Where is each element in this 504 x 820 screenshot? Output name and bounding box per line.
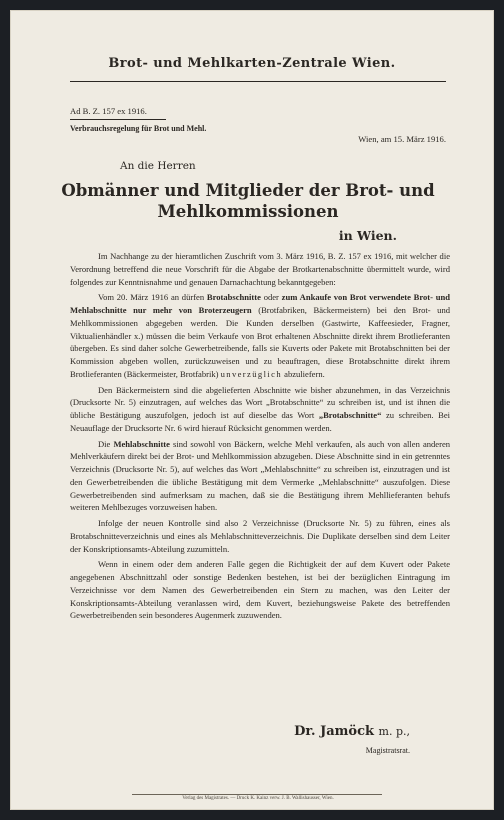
paragraph-4-text-c: sind sowohl von Bäckern, welche Mehl verkaufen, als auch von allen anderen Mehlverkäufern direkt bei der Brot- und Mehlkommission abzugeben. Diese Abschnitte sind in ein getrenntes Verzeichnis (Drucksorte Nr. 5), auf welches das Wort „Mehlabschnitte“ zu schreiben ist, einzutragen und ist den Gewerbetreibenden die übliche Bestätigung mit dem Vermerke „Mehlabschnitte“ auszufolgen. Diese Gewerbetreibenden sind aufmerksam zu machen, daß sie die Bestätigung ihrem Mehllieferanten behufs weiteren Mehlbezuges vorzuweisen haben. (70, 438, 451, 513)
paragraph-3-text-c: zu schreiben. Bei Neuauflage der Drucksorte Nr. 6 wird hierauf Rücksicht genommen werden. (70, 410, 451, 433)
paragraph-2-emphasis-broterzeuger: zum Ankaufe von Brot verwendete Brot- und Mehlabschnitte nur mehr von Broterzeugern (70, 292, 451, 315)
paragraph-2-text-e: (Brotfabriken, Bäckermeistern) bei den Brot- und Mehlkommissionen abgegeben werden. Die Kunden derselben (Gastwirte, Kaffeesieder, Fragner, Viktualienhändler x.) müssen die beim Verkaufe von Brot erhaltenen Abschnitte direkt ihrem Brotlieferanten übergeben. Es sind daher solche Gewerbetreibende, falls sie Kuverts oder Pakete mit Brotabschnitten bei der Kommission abgeben wollen, zurückzuweisen und zu beauftragen, diese Brotabschnitte direkt ihrem Brotlieferanten (Bäckermeister, Brotfabrik) (70, 305, 450, 379)
paragraph-2 (70, 291, 450, 380)
paragraph-1: Im Nachhange zu der hieramtlichen Zuschrift vom 3. März 1916, B. Z. 157 ex 1916, mit welcher die Verordnung betreffend die neue Vorschrift für die Abgabe der Brotkartenabschnitte übermittelt wurde, wird folgendes zur Kenntnisnahme und genauen Darnachachtung bekanntgegeben: (70, 251, 450, 287)
paragraph-3-text-a: Den Bäckermeistern sind die abgelieferten Abschnitte wie bisher abzunehmen, in das Verzeichnis (Drucksorte Nr. 5) einzutragen, auf welches das Wort „Brotabschnitte“ zu schreiben ist, und ist ihnen die übliche Bestätigung auszufolgen, jedoch ist auf dieselbe das Wort (70, 384, 450, 420)
signature (294, 724, 410, 739)
subject-line: Verbrauchsregelung für Brot und Mehl. (70, 124, 207, 133)
paragraph-4-emphasis-mehlabschnitte: Mehlabschnitte (113, 438, 170, 449)
signature-role: Magistratsrat. (365, 746, 410, 755)
signature-suffix: m. p., (378, 725, 410, 738)
paragraph-2-emphasis-unverzueglich: unverzüglich (220, 368, 283, 379)
dateline: Wien, am 15. März 1916. (358, 134, 446, 144)
paragraph-4 (70, 438, 450, 515)
paragraph-6: Wenn in einem oder dem anderen Falle gegen die Richtigkeit der auf dem Kuvert oder Pakete angegebenen Abschnittzahl oder sonstige Bedenken bestehen, ist bei der bezüglichen Eintragung im Verzeichnisse vor dem Namen des Gewerbetreibenden ein Stern zu machen, was den Leiter der Konskriptionsamts-Abteilung veranlassen wird, dem Kuvert, beziehungsweise Pakete des betreffenden Gewerbetreibenden sein besonderes Augenmerk zuzuwenden. (70, 559, 450, 621)
paragraph-5: Infolge der neuen Kontrolle sind also 2 Verzeichnisse (Drucksorte Nr. 5) zu führen, eines als Brotabschnitteverzeichnis und eines als Mehlabschnitteverzeichnis. Die Duplikate derselben sind dem Leiter der Konskriptionsamts-Abteilung zuzumitteln. (70, 518, 450, 554)
letterhead: Brot- und Mehlkarten-Zentrale Wien. (108, 56, 396, 71)
letter-body (70, 250, 450, 625)
reference-rule (70, 119, 166, 120)
document-title: Obmänner und Mitglieder der Brot- und Mehlkommissionen (61, 181, 435, 221)
paragraph-3-emphasis: „Brotabschnitte“ (318, 410, 382, 420)
printer-footer: Verlag des Magistrates. — Druck K. Kainz verw. J. B. Wallishausser, Wien. (182, 796, 334, 801)
footer-rule (132, 794, 382, 795)
location: in Wien. (338, 228, 397, 243)
paragraph-2-text-c: oder (263, 292, 279, 303)
header-rule (70, 81, 446, 82)
reference-number: Ad B. Z. 157 ex 1916. (70, 106, 147, 116)
document-page (10, 10, 494, 810)
paragraph-2-text-a: Vom 20. März 1916 an dürfen (98, 292, 205, 303)
paragraph-3 (70, 384, 450, 435)
addressee: An die Herren (120, 160, 196, 172)
paragraph-2-text-g: abzuliefern. (284, 368, 325, 379)
paragraph-4-text-a: Die (98, 438, 111, 449)
paragraph-2-emphasis-brotabschnitte: Brotabschnitte (206, 292, 261, 303)
signature-name: Dr. Jamöck (294, 724, 374, 739)
